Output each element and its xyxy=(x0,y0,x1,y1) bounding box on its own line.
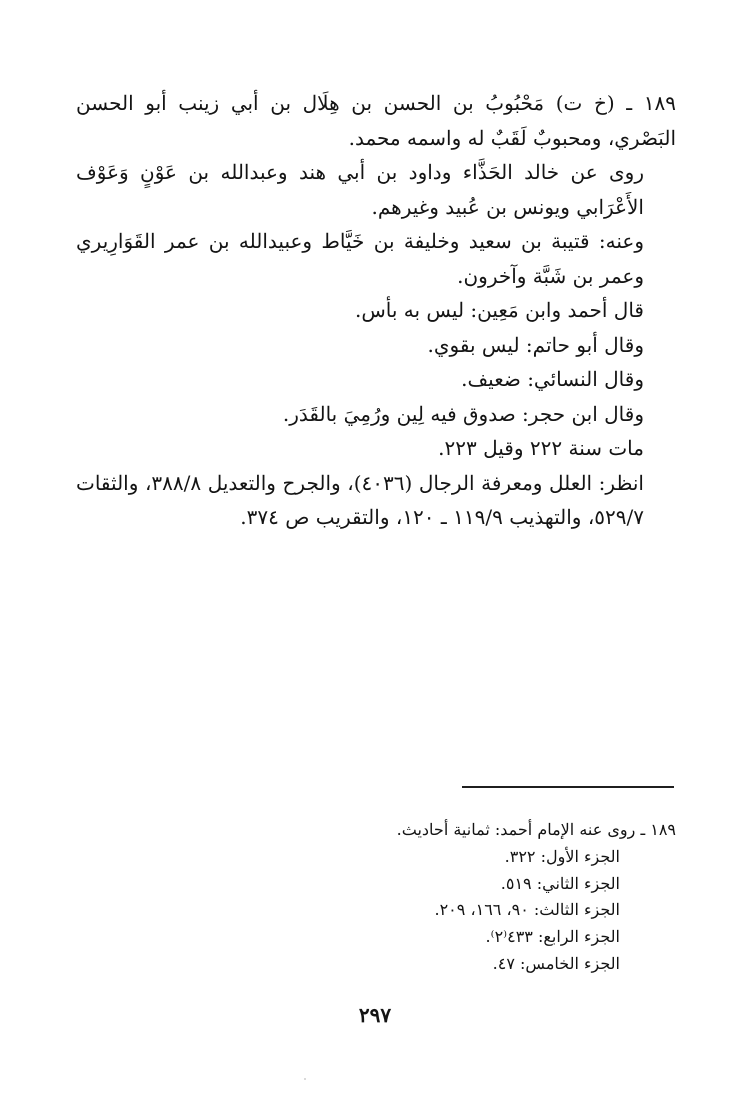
footnote-line: الجزء الأول: ٣٢٢. xyxy=(504,846,620,866)
opinion-nasai: وقال النسائي: ضعيف. xyxy=(461,367,644,391)
page-number: ٢٩٧ xyxy=(358,1003,392,1027)
entry-death: مات سنة ٢٢٢ وقيل ٢٢٣. xyxy=(438,436,644,460)
entry-references: انظر: العلل ومعرفة الرجال (٤٠٣٦)، والجرح والتعديل ٣٨٨/٨، والثقات ٥٢٩/٧، والتهذيب ١١٩/٩ ـ ١٢٠، والتقريب ص ٣٧٤. xyxy=(76,470,644,529)
footnote-intro: ١٨٩ ـ روى عنه الإمام أحمد: ثمانية أحاديث. xyxy=(396,820,676,839)
opinion-ahmad: قال أحمد وابن مَعِين: ليس به بأس. xyxy=(354,298,644,322)
entry-body xyxy=(76,86,676,535)
footnote-line: الجزء الخامس: ٤٧. xyxy=(492,953,620,973)
opinion-abu-hatim: وقال أبو حاتم: ليس بقوي. xyxy=(427,332,644,357)
entry-narrators: وعنه: قتيبة بن سعيد وخليفة بن خَيَّاط وعبيدالله بن عمر القَوَارِيري وعمر بن شَبَّة وآخرون. xyxy=(76,229,644,288)
opinion-ibn-hajar: وقال ابن حجر: صدوق فيه لِين ورُمِيَ بالقَدَر. xyxy=(282,401,644,426)
footnote-separator xyxy=(462,786,674,788)
scan-speck xyxy=(304,1078,306,1080)
entry-heading: ١٨٩ ـ (خ ت) مَحْبُوبُ بن الحسن بن هِلَال بن أبي زينب أبو الحسن البَصْري، ومحبوبٌ لَقَبٌ له واسمه محمد. xyxy=(76,91,677,150)
footnote-line: الجزء الرابع: ٤٣٣⁽٢⁾. xyxy=(485,927,620,947)
footnotes xyxy=(120,817,676,978)
footnote-line: الجزء الثالث: ٩٠، ١٦٦، ٢٠٩. xyxy=(434,900,620,920)
footnote-line: الجزء الثاني: ٥١٩. xyxy=(500,873,620,893)
entry-narrated-from: روى عن خالد الحَذَّاء وداود بن أبي هند وعبدالله بن عَوْنٍ وَعَوْف الأَعْرَابي ويونس بن عُبيد وغيرهم. xyxy=(76,160,644,219)
